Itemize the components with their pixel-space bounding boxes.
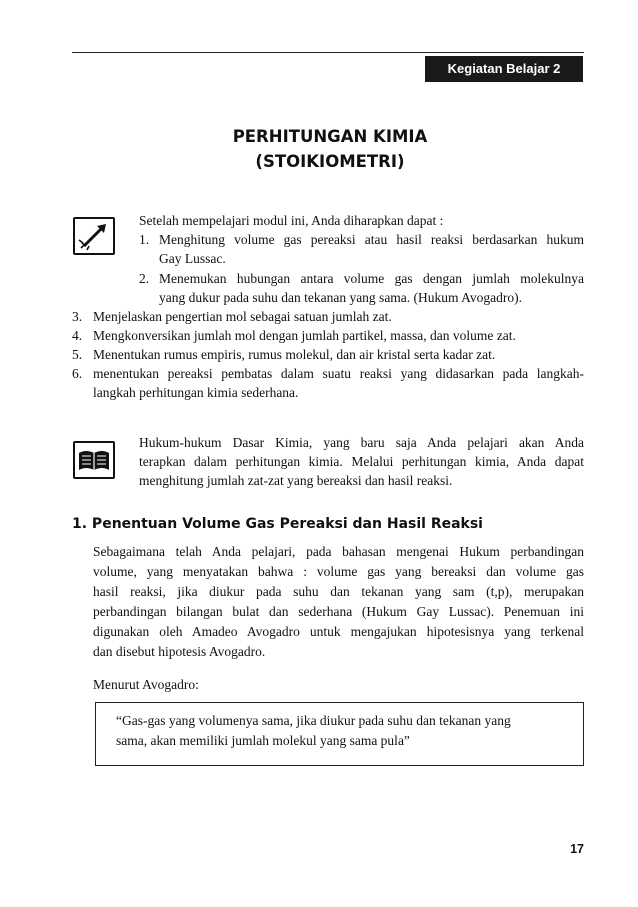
avogadro-quote-line: “Gas-gas yang volumenya sama, jika diukur pada suhu dan tekanan yang [116, 713, 511, 728]
header-rule [72, 52, 584, 53]
page-title: PERHITUNGAN KIMIA [232, 127, 428, 146]
page-subtitle: (STOIKIOMETRI) [255, 152, 405, 171]
objective-item-text: Menemukan hubungan antara volume gas dengan jumlah molekulnya [159, 271, 584, 286]
objective-item-text: Mengkonversikan jumlah mol dengan jumlah partikel, massa, dan volume zat. [93, 328, 516, 343]
objective-number: 1. [139, 232, 150, 247]
objective-number: 5. [72, 347, 83, 362]
section-paragraph-line: dan disebut hipotesis Avogadro. [93, 644, 266, 659]
intro-paragraph-line: terapkan dalam perhitungan kimia. Melalui perhitungan kimia, Anda dapat [139, 454, 584, 469]
arrow-target-icon [73, 217, 115, 255]
section-paragraph-line: Sebagaimana telah Anda pelajari, pada bahasan mengenai Hukum perbandingan [93, 544, 584, 559]
avogadro-quote-line: sama, akan memiliki jumlah molekul yang sama pula” [116, 733, 410, 748]
objective-number: 4. [72, 328, 83, 343]
objective-number: 2. [139, 271, 150, 286]
objective-item-text: menentukan pereaksi pembatas dalam suatu reaksi yang didasarkan pada langkah- [93, 366, 584, 381]
objective-number: 3. [72, 309, 83, 324]
chapter-badge: Kegiatan Belajar 2 [425, 56, 583, 82]
open-book-icon [73, 441, 115, 479]
objective-item-text: Menentukan rumus empiris, rumus molekul, dan air kristal serta kadar zat. [93, 347, 496, 362]
intro-paragraph-line: Hukum-hukum Dasar Kimia, yang baru saja Anda pelajari akan Anda [139, 435, 584, 450]
section-heading: 1. Penentuan Volume Gas Pereaksi dan Hasil Reaksi [72, 516, 483, 532]
objective-item-text: Gay Lussac. [159, 251, 226, 266]
objective-item-text: langkah perhitungan kimia sederhana. [93, 385, 299, 400]
page-number: 17 [570, 842, 584, 856]
section-paragraph-line: perbandingan bilangan bulat dan sederhana (Hukum Gay Lussac). Penemuan ini [93, 604, 584, 619]
objectives-intro: Setelah mempelajari modul ini, Anda diharapkan dapat : [139, 213, 444, 228]
section-paragraph-line: hasil reaksi, jika diukur pada suhu dan tekanan yang sam (t,p), merupakan [93, 584, 584, 599]
objective-item-text: Menjelaskan pengertian mol sebagai satuan jumlah zat. [93, 309, 392, 324]
objective-number: 6. [72, 366, 83, 381]
objective-item-text: Menghitung volume gas pereaksi atau hasil reaksi berdasarkan hukum [159, 232, 584, 247]
avogadro-label: Menurut Avogadro: [93, 677, 199, 692]
section-paragraph-line: volume, yang menyatakan bahwa : volume gas yang bereaksi dan volume gas [93, 564, 584, 579]
objective-item-text: yang dukur pada suhu dan tekanan yang sama. (Hukum Avogadro). [159, 290, 523, 305]
intro-paragraph-line: menghitung jumlah zat-zat yang bereaksi dan hasil reaksi. [139, 473, 453, 488]
section-paragraph-line: digunakan oleh Amadeo Avogadro untuk mengajukan hipotesisnya yang terkenal [93, 624, 584, 639]
